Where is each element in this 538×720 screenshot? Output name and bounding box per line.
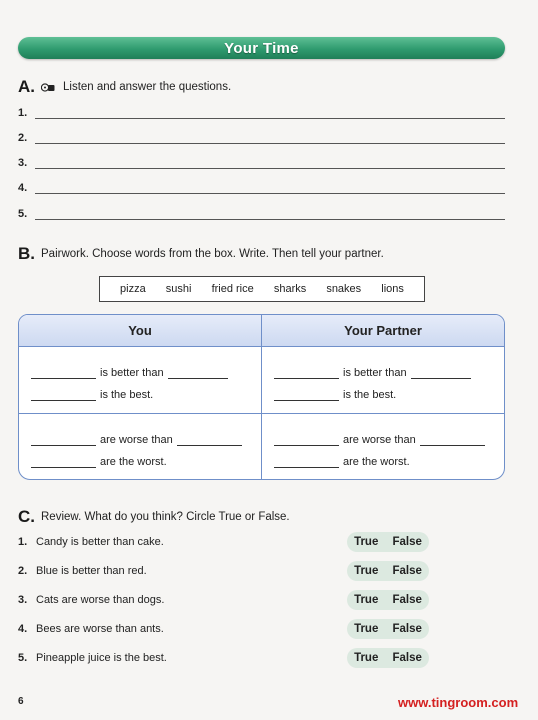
header-your-partner: Your Partner <box>344 323 422 338</box>
false-option[interactable]: False <box>392 536 422 548</box>
item-statement: Pineapple juice is the best. <box>36 652 167 664</box>
true-false-pill <box>347 532 429 552</box>
true-false-pill <box>347 561 429 581</box>
item-number: 2. <box>18 565 28 577</box>
cd-audio-icon <box>41 82 55 93</box>
answer-rule[interactable] <box>35 184 505 194</box>
section-c-instruction: Review. What do you think? Circle True or False. <box>41 511 290 523</box>
item-number: 3. <box>18 594 28 606</box>
false-option[interactable]: False <box>392 594 422 606</box>
answer-line-3[interactable] <box>18 155 505 169</box>
you-worse-cell <box>19 414 262 480</box>
answer-number: 5. <box>18 208 28 220</box>
item-statement: Blue is better than red. <box>36 565 147 577</box>
true-option[interactable]: True <box>354 652 379 664</box>
section-b-heading <box>18 244 384 264</box>
item-number: 1. <box>18 536 28 548</box>
item-statement: Candy is better than cake. <box>36 536 164 548</box>
review-item-2 <box>18 561 505 581</box>
page-title: Your Time <box>224 39 299 57</box>
review-item-5 <box>18 648 505 668</box>
blank-field[interactable] <box>31 456 96 468</box>
partner-better-cell <box>262 347 504 413</box>
blank-field[interactable] <box>274 367 339 379</box>
review-item-3 <box>18 590 505 610</box>
blank-field[interactable] <box>177 434 242 446</box>
answer-number: 3. <box>18 157 28 169</box>
watermark-text: www.tingroom.com <box>398 695 519 710</box>
word-item: sushi <box>165 283 192 295</box>
false-option[interactable]: False <box>392 652 422 664</box>
blank-field[interactable] <box>31 389 96 401</box>
phrase-the-best: is the best. <box>343 389 397 401</box>
word-item: sharks <box>273 283 307 295</box>
false-option[interactable]: False <box>392 623 422 635</box>
review-item-1 <box>18 532 505 552</box>
answer-rule[interactable] <box>35 210 505 220</box>
table-header <box>19 315 504 347</box>
page-number: 6 <box>18 696 24 707</box>
table-row <box>19 414 504 480</box>
section-a-heading <box>18 77 231 97</box>
review-item-4 <box>18 619 505 639</box>
word-item: pizza <box>120 283 146 295</box>
blank-field[interactable] <box>168 367 228 379</box>
word-item: lions <box>381 283 404 295</box>
section-a-instruction: Listen and answer the questions. <box>63 81 232 93</box>
blank-field[interactable] <box>274 389 339 401</box>
answer-number: 1. <box>18 107 28 119</box>
section-c-heading <box>18 507 290 527</box>
section-b-instruction: Pairwork. Choose words from the box. Write. Then tell your partner. <box>41 248 384 260</box>
you-better-cell <box>19 347 262 413</box>
answer-line-4[interactable] <box>18 180 505 194</box>
phrase-worse-than: are worse than <box>100 433 173 446</box>
true-option[interactable]: True <box>354 623 379 635</box>
partner-worse-cell <box>262 414 504 480</box>
answer-line-1[interactable] <box>18 105 505 119</box>
phrase-the-best: is the best. <box>100 389 154 401</box>
blank-field[interactable] <box>31 434 96 446</box>
word-box <box>99 276 425 302</box>
true-option[interactable]: True <box>354 594 379 606</box>
item-number: 4. <box>18 623 28 635</box>
blank-field[interactable] <box>274 456 339 468</box>
true-option[interactable]: True <box>354 565 379 577</box>
true-false-pill <box>347 590 429 610</box>
item-statement: Cats are worse than dogs. <box>36 594 165 606</box>
phrase-worse-than: are worse than <box>343 433 416 446</box>
answer-number: 2. <box>18 132 28 144</box>
phrase-better-than: is better than <box>343 367 407 379</box>
header-you: You <box>19 315 262 346</box>
answer-rule[interactable] <box>35 109 505 119</box>
section-b-letter: B. <box>18 244 35 263</box>
blank-field[interactable] <box>31 367 96 379</box>
blank-field[interactable] <box>411 367 471 379</box>
comparison-table <box>18 314 505 480</box>
blank-field[interactable] <box>274 434 339 446</box>
item-statement: Bees are worse than ants. <box>36 623 164 635</box>
blank-field[interactable] <box>420 434 485 446</box>
answer-rule[interactable] <box>35 159 505 169</box>
answer-rule[interactable] <box>35 134 505 144</box>
true-false-pill <box>347 619 429 639</box>
true-false-pill <box>347 648 429 668</box>
word-item: fried rice <box>211 283 254 295</box>
phrase-the-worst: are the worst. <box>100 455 167 468</box>
false-option[interactable]: False <box>392 565 422 577</box>
section-c-letter: C. <box>18 507 35 526</box>
answer-line-2[interactable] <box>18 130 505 144</box>
title-banner <box>18 37 505 59</box>
true-option[interactable]: True <box>354 536 379 548</box>
phrase-better-than: is better than <box>100 367 164 379</box>
item-number: 5. <box>18 652 28 664</box>
phrase-the-worst: are the worst. <box>343 455 410 468</box>
word-item: snakes <box>326 283 362 295</box>
table-row <box>19 347 504 414</box>
section-a-letter: A. <box>18 77 35 96</box>
answer-number: 4. <box>18 182 28 194</box>
answer-line-5[interactable] <box>18 206 505 220</box>
